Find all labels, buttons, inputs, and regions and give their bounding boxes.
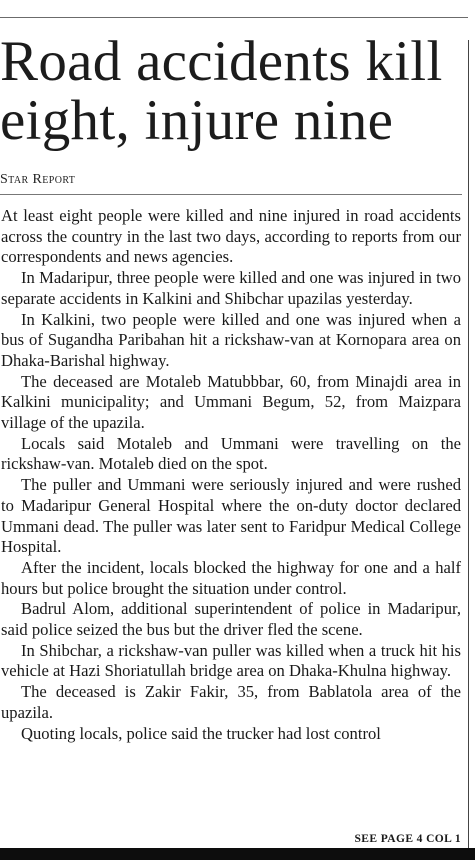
paragraph: Quoting locals, police said the trucker had lost control	[21, 723, 381, 743]
paragraph: The deceased are Motaleb Matubbbar, 60, from Minajdi area in Kalkini municipality; and Ummani Begum, 52, from Maizpara village of the upazila.	[1, 371, 461, 433]
byline-rule	[0, 194, 462, 195]
byline: Star Report	[0, 172, 76, 187]
paragraph: In Kalkini, two people were killed and one was injured when a bus of Sugandha Paribahan hit a rickshaw-van at Kornopara area on Dhaka-Barishal highway.	[1, 309, 461, 370]
paragraph: The deceased is Zakir Fakir, 35, from Bablatola area of the upazila.	[1, 682, 461, 722]
paragraph: The puller and Ummani were seriously injured and were rushed to Madaripur General Hospital where the on-duty doctor declared Ummani dead. The puller was later sent to Faridpur Medical College Hospital.	[1, 475, 461, 557]
paragraph: In Madaripur, three people were killed and one was injured in two separate accidents in Kalkini and Shibchar upazilas yesterday.	[1, 268, 461, 308]
article-body	[1, 206, 461, 744]
paragraph: Badrul Alom, additional superintendent of police in Madaripur, said police seized the bus but the driver fled the scene.	[1, 599, 461, 640]
paragraph: Locals said Motaleb and Ummani were travelling on the rickshaw-van. Motaleb died on the spot.	[1, 433, 461, 474]
paragraph: After the incident, locals blocked the highway for one and a half hours but police brought the situation under control.	[1, 557, 461, 598]
column-rule	[468, 40, 469, 848]
headline: Road accidents kill eight, injure nine	[0, 30, 443, 152]
bottom-bar	[0, 848, 475, 860]
continued-jump-label: SEE PAGE 4 COL 1	[354, 833, 461, 845]
top-rule	[0, 17, 468, 18]
paragraph: In Shibchar, a rickshaw-van puller was killed when a truck hit his vehicle at Hazi Shoriatullah bridge area on Dhaka-Khulna highway.	[1, 640, 461, 681]
paragraph: At least eight people were killed and nine injured in road accidents across the country in the last two days, according to reports from our correspondents and news agencies.	[1, 206, 461, 267]
